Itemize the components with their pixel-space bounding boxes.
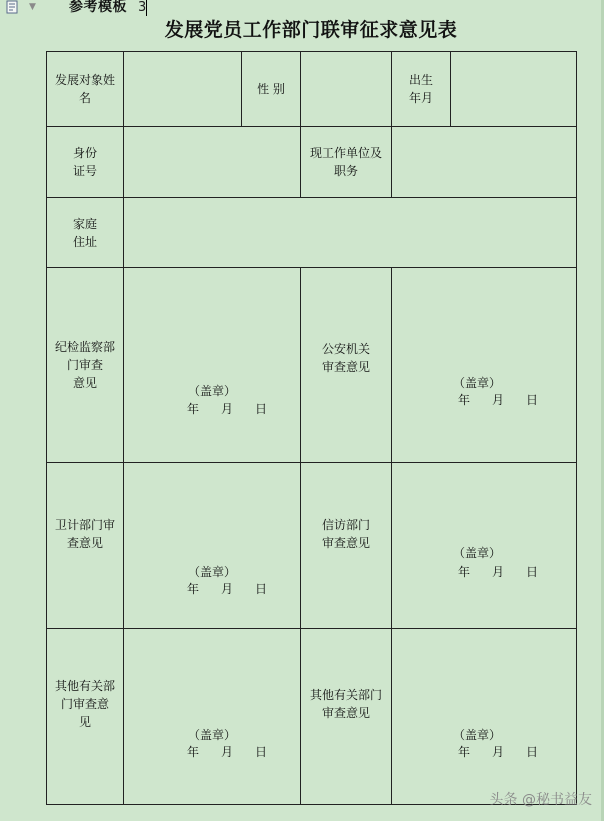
- date-line: [458, 564, 538, 581]
- review-form-table: [46, 51, 577, 805]
- date-month: 月: [221, 402, 234, 416]
- label-other-review-right: 其他有关部门 审查意见: [309, 687, 382, 720]
- date-month: 月: [221, 745, 234, 759]
- date-month: 月: [492, 393, 505, 407]
- date-line: [458, 392, 538, 409]
- opinion-discipline[interactable]: [124, 268, 300, 462]
- input-work-unit[interactable]: [392, 127, 576, 197]
- date-year: 年: [458, 393, 471, 407]
- source-watermark: 头条 @秘书益友: [489, 792, 592, 808]
- input-id-number[interactable]: [124, 127, 300, 197]
- date-year: 年: [458, 565, 471, 579]
- date-month: 月: [221, 582, 234, 596]
- label-id-number: 身份 证号: [72, 146, 97, 178]
- input-birth[interactable]: [451, 52, 576, 126]
- seal-label: （盖章）: [452, 728, 501, 742]
- date-day: 日: [526, 393, 539, 407]
- seal-label: （盖章）: [452, 376, 501, 390]
- date-line: [187, 581, 267, 598]
- form-title: 发展党员工作部门联审征求意见表: [164, 19, 458, 41]
- date-month: 月: [492, 565, 505, 579]
- label-address: 家庭 住址: [72, 216, 97, 249]
- label-work-unit: 现工作单位及 职务: [309, 146, 382, 178]
- date-month: 月: [492, 745, 505, 759]
- label-name: 发展对象姓 名: [54, 73, 115, 105]
- seal-label: （盖章）: [452, 546, 501, 560]
- date-year: 年: [187, 582, 200, 596]
- date-year: 年: [187, 745, 200, 759]
- label-gender: 性 别: [257, 82, 285, 96]
- seal-label: （盖章）: [187, 565, 236, 579]
- seal-label: （盖章）: [187, 728, 236, 742]
- chevron-down-icon[interactable]: ▼: [29, 2, 36, 12]
- date-year: 年: [187, 402, 200, 416]
- date-day: 日: [255, 402, 268, 416]
- opinion-other-right[interactable]: [392, 629, 576, 804]
- input-name[interactable]: [124, 52, 241, 126]
- document-icon[interactable]: [6, 0, 20, 14]
- date-year: 年: [458, 745, 471, 759]
- date-line: [458, 744, 538, 761]
- date-line: [187, 401, 267, 418]
- date-line: [187, 744, 267, 761]
- label-discipline-review: 纪检监察部 门审查 意见: [54, 340, 115, 390]
- seal-label: （盖章）: [187, 384, 236, 398]
- input-address[interactable]: [124, 198, 576, 267]
- date-day: 日: [526, 565, 539, 579]
- label-petition-review: 信访部门 审查意见: [321, 517, 370, 550]
- date-day: 日: [255, 582, 268, 596]
- page-number: 3: [138, 0, 147, 15]
- input-gender[interactable]: [301, 52, 391, 126]
- opinion-health[interactable]: [124, 463, 300, 628]
- date-day: 日: [255, 745, 268, 759]
- label-other-review-left: 其他有关部 门审查意 见: [54, 678, 115, 729]
- label-birth: 出生 年月: [408, 73, 433, 105]
- label-police-review: 公安机关 审查意见: [321, 342, 370, 374]
- label-health-review: 卫计部门审 查意见: [54, 517, 115, 550]
- date-day: 日: [526, 745, 539, 759]
- text-cursor: [146, 0, 147, 16]
- opinion-other-left[interactable]: [124, 629, 300, 804]
- template-heading: 参考模板: [69, 0, 127, 15]
- opinion-police[interactable]: [392, 268, 576, 462]
